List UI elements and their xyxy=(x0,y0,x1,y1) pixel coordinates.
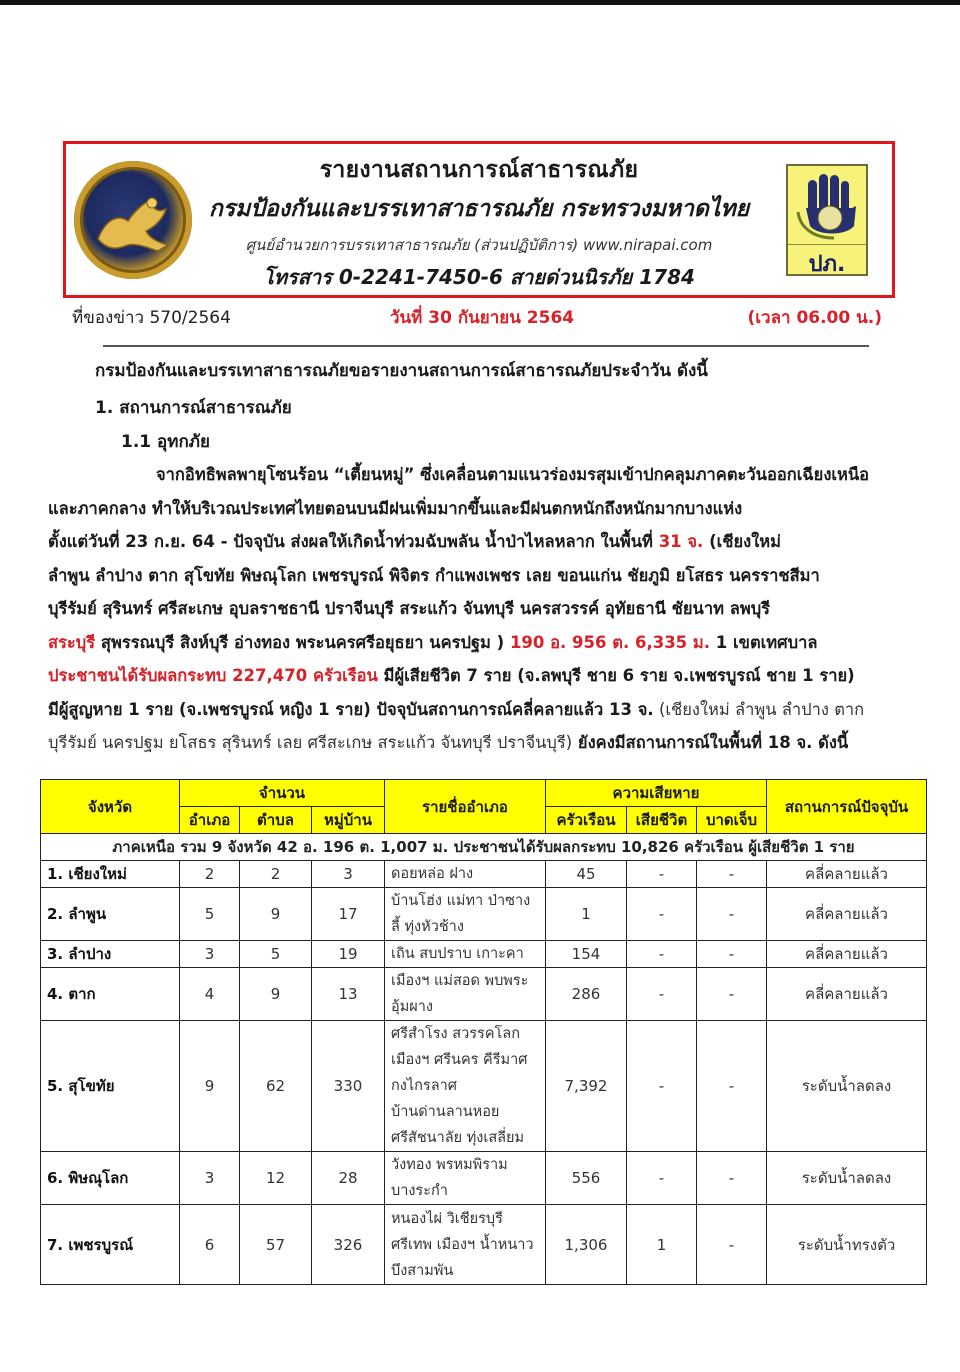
cell-district-count: 4 xyxy=(180,968,240,1021)
top-status-bar xyxy=(0,0,960,5)
cell-subdistrict-count: 57 xyxy=(240,1205,312,1285)
col-village: หมู่บ้าน xyxy=(312,807,385,834)
text: บุรีรัมย์ นครปฐม ยโสธร สุรินทร์ เลย ศรีสะเกษ สระแก้ว จันทบุรี ปราจีนบุรี) xyxy=(48,733,573,752)
summary-line xyxy=(48,659,895,693)
district-name-line: ศรีสำโรง สวรรคโลก xyxy=(391,1026,520,1042)
cell-injured: - xyxy=(697,941,767,968)
cell-village-count: 330 xyxy=(312,1021,385,1152)
summary-line: บุรีรัมย์ สุรินทร์ ศรีสะเกษ อุบลราชธานี ปราจีนบุรี สระแก้ว จันทบุรี นครสวรรค์ อุทัยธานี ชัยนาท ลพบุรี xyxy=(48,599,771,618)
cell-province: 4. ตาก xyxy=(41,968,180,1021)
cell-households: 286 xyxy=(546,968,627,1021)
table-row xyxy=(41,888,927,941)
cell-status: คลี่คลายแล้ว xyxy=(767,861,927,888)
district-name-line: ศรีเทพ เมืองฯ น้ำหนาว xyxy=(391,1236,534,1253)
cell-households: 7,392 xyxy=(546,1021,627,1152)
cell-province: 1. เชียงใหม่ xyxy=(41,861,180,888)
district-name-line: เถิน สบปราบ เกาะคา xyxy=(391,946,524,962)
district-name-line: ดอยหล่อ ฝาง xyxy=(391,866,474,882)
cell-deaths: 1 xyxy=(627,1205,697,1285)
text: 1 เขตเทศบาล xyxy=(710,632,818,652)
text: ยังคงมีสถานการณ์ในพื้นที่ 18 จ. ดังนี้ xyxy=(572,733,849,752)
cell-deaths: - xyxy=(627,888,697,941)
cell-village-count: 28 xyxy=(312,1152,385,1205)
cell-status: คลี่คลายแล้ว xyxy=(767,968,927,1021)
cell-injured: - xyxy=(697,861,767,888)
report-title: รายงานสถานการณ์สาธารณภัย xyxy=(319,157,639,183)
cell-district-count: 6 xyxy=(180,1205,240,1285)
col-injured: บาดเจ็บ xyxy=(697,807,767,834)
district-name-line: หนองไผ่ วิเชียรบุรี xyxy=(391,1210,503,1227)
news-meta xyxy=(72,304,882,330)
cell-village-count: 19 xyxy=(312,941,385,968)
contact-line: โทรสาร 0-2241-7450-6 สายด่วนนิรภัย 1784 xyxy=(263,265,695,289)
district-name-line: ศรีสัชนาลัย ทุ่งเสลี่ยม xyxy=(391,1130,525,1146)
logo-divider xyxy=(788,244,866,245)
summary-line xyxy=(48,726,895,760)
district-name-line: บ้านโฮ่ง แม่ทา ป่าซาง xyxy=(391,893,531,909)
cell-district-count: 9 xyxy=(180,1021,240,1152)
cell-status: คลี่คลายแล้ว xyxy=(767,941,927,968)
cell-households: 556 xyxy=(546,1152,627,1205)
cell-district-names xyxy=(385,861,546,888)
situation-summary xyxy=(48,458,895,760)
affected-area-count: 190 อ. 956 ต. 6,335 ม. xyxy=(509,632,711,652)
cell-district-count: 3 xyxy=(180,941,240,968)
district-name-line: อุ้มผาง xyxy=(391,999,433,1015)
cell-subdistrict-count: 62 xyxy=(240,1021,312,1152)
district-name-line: กงไกรลาศ บ้านด่านลานหอย xyxy=(391,1078,500,1120)
col-count-group: จำนวน xyxy=(180,780,385,807)
summary-line xyxy=(48,626,895,660)
col-district-names: รายชื่ออำเภอ xyxy=(385,780,546,834)
district-name-line: บึงสามพัน xyxy=(391,1262,454,1279)
divider xyxy=(103,345,869,347)
summary-line xyxy=(48,525,895,559)
cell-subdistrict-count: 9 xyxy=(240,888,312,941)
cell-deaths: - xyxy=(627,1021,697,1152)
cell-village-count: 17 xyxy=(312,888,385,941)
cell-injured: - xyxy=(697,1205,767,1285)
cell-injured: - xyxy=(697,888,767,941)
affected-province-count: 31 จ. xyxy=(658,532,704,551)
cell-deaths: - xyxy=(627,941,697,968)
highlight-province: สระบุรี xyxy=(48,632,96,652)
cell-status: ระดับน้ำลดลง xyxy=(767,1152,927,1205)
cell-status: คลี่คลายแล้ว xyxy=(767,888,927,941)
col-households: ครัวเรือน xyxy=(546,807,627,834)
district-name-line: วังทอง พรหมพิราม บางระกำ xyxy=(391,1157,508,1199)
region-summary-row: ภาคเหนือ รวม 9 จังหวัด 42 อ. 196 ต. 1,007 ม. ประชาชนได้รับผลกระทบ 10,826 ครัวเรือน ผู้เสียชีวิต 1 ราย xyxy=(41,834,927,861)
table-row xyxy=(41,968,927,1021)
cell-province: 3. ลำปาง xyxy=(41,941,180,968)
col-province: จังหวัด xyxy=(41,780,180,834)
logo-abbreviation: ปภ. xyxy=(808,252,846,277)
summary-line xyxy=(48,693,895,727)
cell-district-names xyxy=(385,1021,546,1152)
cell-district-count: 3 xyxy=(180,1152,240,1205)
intro-text: กรมป้องกันและบรรเทาสาธารณภัยขอรายงานสถานการณ์สาธารณภัยประจำวัน ดังนี้ xyxy=(95,361,708,381)
cell-households: 1,306 xyxy=(546,1205,627,1285)
cell-village-count: 13 xyxy=(312,968,385,1021)
cell-deaths: - xyxy=(627,861,697,888)
text: มีผู้เสียชีวิต 7 ราย (จ.ลพบุรี ชาย 6 ราย จ.เพชรบูรณ์ ชาย 1 ราย) xyxy=(377,666,855,685)
cell-district-names xyxy=(385,1205,546,1285)
cell-subdistrict-count: 2 xyxy=(240,861,312,888)
table-row xyxy=(41,941,927,968)
cell-subdistrict-count: 5 xyxy=(240,941,312,968)
district-name-line: เมืองฯ ศรีนคร คีรีมาศ xyxy=(391,1052,528,1068)
district-name-line: เมืองฯ แม่สอด พบพระ xyxy=(391,973,529,989)
cell-households: 154 xyxy=(546,941,627,968)
cell-households: 45 xyxy=(546,861,627,888)
text: มีผู้สูญหาย 1 ราย (จ.เพชรบูรณ์ หญิง 1 ราย) ปัจจุบันสถานการณ์คลี่คลายแล้ว 13 จ. xyxy=(48,699,654,719)
cell-subdistrict-count: 9 xyxy=(240,968,312,1021)
text: ตั้งแต่วันที่ 23 ก.ย. 64 - ปัจจุบัน ส่งผลให้เกิดน้ำท่วมฉับพลัน น้ำป่าไหลหลาก ในพื้นที่ xyxy=(48,532,659,551)
table-row xyxy=(41,1205,927,1285)
cell-injured: - xyxy=(697,1152,767,1205)
summary-line: ลำพูน ลำปาง ตาก สุโขทัย พิษณุโลก เพชรบูรณ์ พิจิตร กำแพงเพชร เลย ขอนแก่น ชัยภูมิ ยโสธร นครราชสีมา xyxy=(48,565,820,585)
cell-deaths: - xyxy=(627,968,697,1021)
cell-status: ระดับน้ำทรงตัว xyxy=(767,1205,927,1285)
table-row xyxy=(41,1021,927,1152)
cell-subdistrict-count: 12 xyxy=(240,1152,312,1205)
section-heading: 1. สถานการณ์สาธารณภัย xyxy=(95,398,292,418)
center-line: ศูนย์อำนวยการบรรเทาสาธารณภัย (ส่วนปฏิบัติการ) www.nirapai.com xyxy=(245,236,713,254)
cell-district-names xyxy=(385,1152,546,1205)
text: (เชียงใหม่ ลำพูน ลำปาง ตาก xyxy=(653,699,865,719)
ddpm-logo xyxy=(786,164,868,276)
district-name-line: ลี้ ทุ่งหัวช้าง xyxy=(391,919,464,935)
news-number: ที่ของข่าว 570/2564 xyxy=(72,308,231,328)
cell-district-names xyxy=(385,968,546,1021)
cell-province: 5. สุโขทัย xyxy=(41,1021,180,1152)
col-damage-group: ความเสียหาย xyxy=(546,780,767,807)
report-time: (เวลา 06.00 น.) xyxy=(747,308,882,328)
table-row xyxy=(41,861,927,888)
text: สุพรรณบุรี สิงห์บุรี อ่างทอง พระนครศรีอยุธยา นครปฐม ) xyxy=(95,632,510,652)
cell-injured: - xyxy=(697,968,767,1021)
cell-district-names xyxy=(385,941,546,968)
affected-households: ประชาชนได้รับผลกระทบ 227,470 ครัวเรือน xyxy=(48,666,378,685)
subsection-heading: 1.1 อุทกภัย xyxy=(121,432,210,452)
cell-province: 7. เพชรบูรณ์ xyxy=(41,1205,180,1285)
col-subdistrict: ตำบล xyxy=(240,807,312,834)
cell-district-count: 2 xyxy=(180,861,240,888)
text: (เชียงใหม่ xyxy=(703,532,782,551)
cell-status: ระดับน้ำลดลง xyxy=(767,1021,927,1152)
flood-report-table xyxy=(40,779,927,1285)
cell-village-count: 3 xyxy=(312,861,385,888)
report-header xyxy=(63,141,895,298)
col-status: สถานการณ์ปัจจุบัน xyxy=(767,780,927,834)
cell-households: 1 xyxy=(546,888,627,941)
cell-deaths: - xyxy=(627,1152,697,1205)
cell-province: 2. ลำพูน xyxy=(41,888,180,941)
cell-injured: - xyxy=(697,1021,767,1152)
report-date: วันที่ 30 กันยายน 2564 xyxy=(390,308,575,328)
department-name: กรมป้องกันและบรรเทาสาธารณภัย กระทรวงมหาดไทย xyxy=(208,196,750,222)
summary-line: และภาคกลาง ทำให้บริเวณประเทศไทยตอนบนมีฝนเพิ่มมากขึ้นและมีฝนตกหนักถึงหนักมากบางแห่ง xyxy=(48,498,743,518)
summary-line: จากอิทธิพลพายุโซนร้อน “เตี้ยนหมู่” ซึ่งเคลื่อนตามแนวร่องมรสุมเข้าปกคลุมภาคตะวันออกเฉียงเหนือ xyxy=(156,465,870,484)
col-deaths: เสียชีวิต xyxy=(627,807,697,834)
cell-village-count: 326 xyxy=(312,1205,385,1285)
table-row xyxy=(41,1152,927,1205)
hand-emblem-icon xyxy=(794,172,862,242)
cell-province: 6. พิษณุโลก xyxy=(41,1152,180,1205)
cell-district-count: 5 xyxy=(180,888,240,941)
col-district: อำเภอ xyxy=(180,807,240,834)
cell-district-names xyxy=(385,888,546,941)
